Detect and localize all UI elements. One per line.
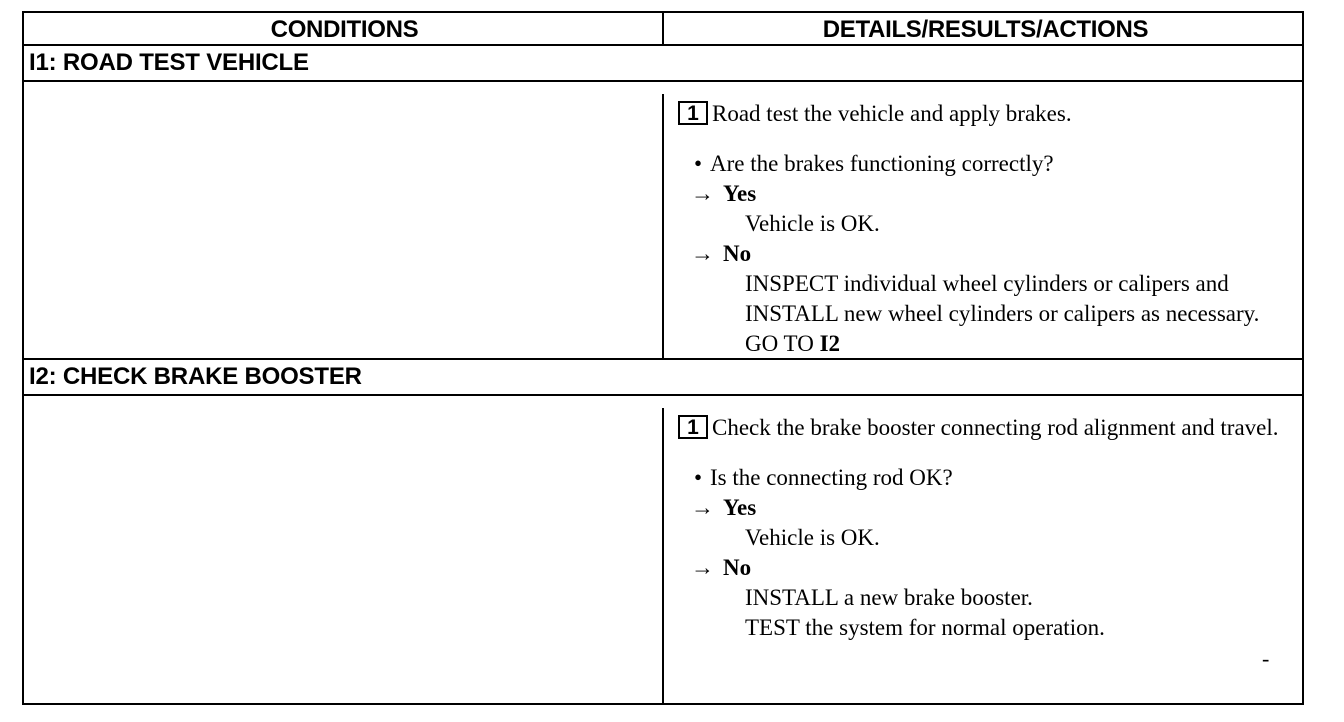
section-i1-no-answer (678, 239, 1298, 269)
section-i2-details (678, 413, 1298, 643)
section-i1-details (678, 99, 1298, 359)
bullet-icon: • (694, 465, 703, 490)
section-i1-question (678, 149, 1298, 179)
section-i1-step (678, 99, 1298, 129)
section-i1-yes-answer (678, 179, 1298, 209)
step-number-box: 1 (678, 415, 708, 439)
no-result-line-2: TEST the system for normal operation. (745, 615, 1105, 640)
yes-result-text: Vehicle is OK. (745, 525, 880, 550)
arrow-right-icon: → (691, 495, 714, 520)
question-text: Is the connecting rod OK? (710, 465, 953, 490)
no-result-text (678, 269, 1298, 359)
section-i2-column-divider (662, 408, 664, 705)
conditions-column-header: CONDITIONS (270, 16, 419, 43)
section-i2-title: I2: CHECK BRAKE BOOSTER (23, 358, 1302, 396)
no-result-line-1: INSTALL a new brake booster. (745, 585, 1033, 610)
step-number-box: 1 (678, 101, 708, 125)
details-column-header: DETAILS/RESULTS/ACTIONS (822, 16, 1149, 43)
section-i2-yes-answer (678, 493, 1298, 523)
no-label: No (723, 555, 752, 580)
yes-result-text: Vehicle is OK. (745, 211, 880, 236)
yes-label: Yes (723, 495, 757, 520)
question-text: Are the brakes functioning correctly? (710, 151, 1054, 176)
arrow-right-icon: → (691, 555, 714, 580)
section-i2-question (678, 463, 1298, 493)
arrow-right-icon: → (691, 241, 714, 266)
step-instruction: Road test the vehicle and apply brakes. (712, 101, 1072, 126)
step-instruction: Check the brake booster connecting rod alignment and travel. (712, 415, 1279, 440)
yes-label: Yes (723, 181, 757, 206)
goto-link[interactable]: I2 (819, 331, 841, 356)
section-i1-column-divider (662, 94, 664, 360)
no-action-text: INSPECT individual wheel cylinders or calipers and INSTALL new wheel cylinders or calipers as necessary. GO TO (745, 271, 1260, 356)
section-i2-no-answer (678, 553, 1298, 583)
header-column-divider (662, 12, 664, 46)
section-i2-step (678, 413, 1298, 443)
section-i1-title: I1: ROAD TEST VEHICLE (23, 44, 1302, 82)
trailing-dash-mark: - (1262, 646, 1270, 671)
arrow-right-icon: → (691, 181, 714, 206)
bullet-icon: • (694, 151, 703, 176)
no-label: No (723, 241, 752, 266)
